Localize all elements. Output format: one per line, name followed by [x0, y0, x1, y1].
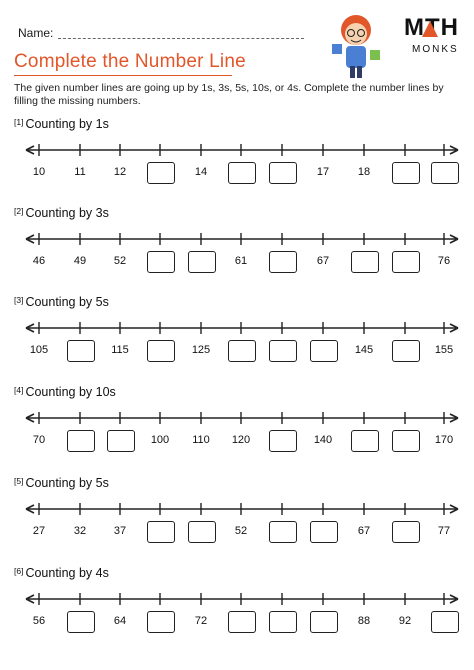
- number-label: 18: [357, 166, 371, 178]
- answer-box[interactable]: [269, 611, 297, 633]
- number-label: 61: [234, 255, 248, 267]
- name-label: Name:: [18, 26, 54, 40]
- answer-box[interactable]: [67, 430, 95, 452]
- answer-box[interactable]: [392, 430, 420, 452]
- section-title: Counting by 10s: [25, 385, 116, 399]
- logo-monks-text: MONKS: [412, 44, 459, 55]
- answer-box[interactable]: [392, 162, 420, 184]
- answer-box[interactable]: [392, 340, 420, 362]
- left-arrow-icon: [26, 146, 34, 154]
- section-index: [1]: [14, 117, 24, 127]
- answer-box[interactable]: [351, 251, 379, 273]
- section-title: Counting by 3s: [25, 206, 109, 220]
- section-title: Counting by 1s: [25, 117, 109, 131]
- right-arrow-icon: [450, 146, 458, 154]
- number-label: 77: [437, 525, 451, 537]
- answer-box[interactable]: [351, 430, 379, 452]
- number-label: 120: [231, 434, 251, 446]
- number-label: 145: [354, 344, 374, 356]
- number-label: 67: [316, 255, 330, 267]
- section-index: [5]: [14, 476, 24, 486]
- logo-math-text: MTH: [404, 14, 459, 41]
- number-label: 46: [32, 255, 46, 267]
- number-label: 110: [192, 434, 210, 446]
- number-label: 12: [113, 166, 127, 178]
- number-label: 76: [437, 255, 451, 267]
- answer-box[interactable]: [392, 521, 420, 543]
- answer-box[interactable]: [431, 162, 459, 184]
- answer-box[interactable]: [310, 521, 338, 543]
- mascot-illustration: [326, 10, 386, 84]
- number-label: 70: [32, 434, 46, 446]
- title-underline: [14, 75, 232, 76]
- section-index: [4]: [14, 385, 24, 395]
- section-label: [14, 476, 109, 490]
- right-arrow-icon: [450, 324, 458, 332]
- number-label: 14: [194, 166, 208, 178]
- answer-box[interactable]: [67, 340, 95, 362]
- left-arrow-icon: [26, 324, 34, 332]
- answer-box[interactable]: [228, 162, 256, 184]
- answer-box[interactable]: [228, 611, 256, 633]
- right-arrow-icon: [450, 595, 458, 603]
- section-index: [3]: [14, 295, 24, 305]
- answer-box[interactable]: [107, 430, 135, 452]
- answer-box[interactable]: [269, 521, 297, 543]
- left-arrow-icon: [26, 505, 34, 513]
- number-label: 56: [32, 615, 46, 627]
- number-label: 49: [73, 255, 87, 267]
- answer-box[interactable]: [310, 340, 338, 362]
- number-label: 88: [357, 615, 371, 627]
- number-label: 37: [113, 525, 127, 537]
- number-label: 155: [434, 344, 454, 356]
- section-title: Counting by 4s: [25, 566, 109, 580]
- left-arrow-icon: [26, 235, 34, 243]
- section-index: [6]: [14, 566, 24, 576]
- answer-box[interactable]: [392, 251, 420, 273]
- number-label: 125: [191, 344, 211, 356]
- instructions: The given number lines are going up by 1s, 3s, 5s, 10s, or 4s. Complete the number lines by filling the missing numbers.: [14, 82, 444, 107]
- number-label: 170: [434, 434, 454, 446]
- section-index: [2]: [14, 206, 24, 216]
- number-label: 92: [398, 615, 412, 627]
- right-arrow-icon: [450, 235, 458, 243]
- answer-box[interactable]: [67, 611, 95, 633]
- number-label: 105: [29, 344, 49, 356]
- number-label: 52: [234, 525, 248, 537]
- section-title: Counting by 5s: [25, 295, 109, 309]
- right-arrow-icon: [450, 505, 458, 513]
- answer-box[interactable]: [147, 162, 175, 184]
- number-label: 67: [357, 525, 371, 537]
- answer-box[interactable]: [431, 611, 459, 633]
- answer-box[interactable]: [269, 251, 297, 273]
- number-label: 72: [194, 615, 208, 627]
- section-label: [14, 566, 109, 580]
- answer-box[interactable]: [188, 521, 216, 543]
- number-label: 100: [150, 434, 170, 446]
- section-label: [14, 295, 109, 309]
- left-arrow-icon: [26, 595, 34, 603]
- answer-box[interactable]: [228, 340, 256, 362]
- number-label: 52: [113, 255, 127, 267]
- number-label: 64: [113, 615, 127, 627]
- number-label: 11: [74, 166, 86, 178]
- answer-box[interactable]: [147, 611, 175, 633]
- number-label: 115: [111, 344, 129, 356]
- name-line[interactable]: [58, 38, 304, 39]
- section-label: [14, 117, 109, 131]
- page-title: Complete the Number Line: [14, 51, 246, 72]
- section-label: [14, 385, 116, 399]
- answer-box[interactable]: [269, 340, 297, 362]
- answer-box[interactable]: [269, 430, 297, 452]
- number-label: 140: [313, 434, 333, 446]
- section-label: [14, 206, 109, 220]
- answer-box[interactable]: [188, 251, 216, 273]
- answer-box[interactable]: [147, 251, 175, 273]
- answer-box[interactable]: [147, 340, 175, 362]
- number-label: 32: [73, 525, 87, 537]
- answer-box[interactable]: [269, 162, 297, 184]
- section-title: Counting by 5s: [25, 476, 109, 490]
- answer-box[interactable]: [147, 521, 175, 543]
- number-label: 27: [32, 525, 46, 537]
- mathmonks-logo: [404, 14, 468, 64]
- answer-box[interactable]: [310, 611, 338, 633]
- number-label: 10: [32, 166, 46, 178]
- left-arrow-icon: [26, 414, 34, 422]
- number-label: 17: [316, 166, 330, 178]
- logo-triangle-icon: [422, 21, 438, 37]
- right-arrow-icon: [450, 414, 458, 422]
